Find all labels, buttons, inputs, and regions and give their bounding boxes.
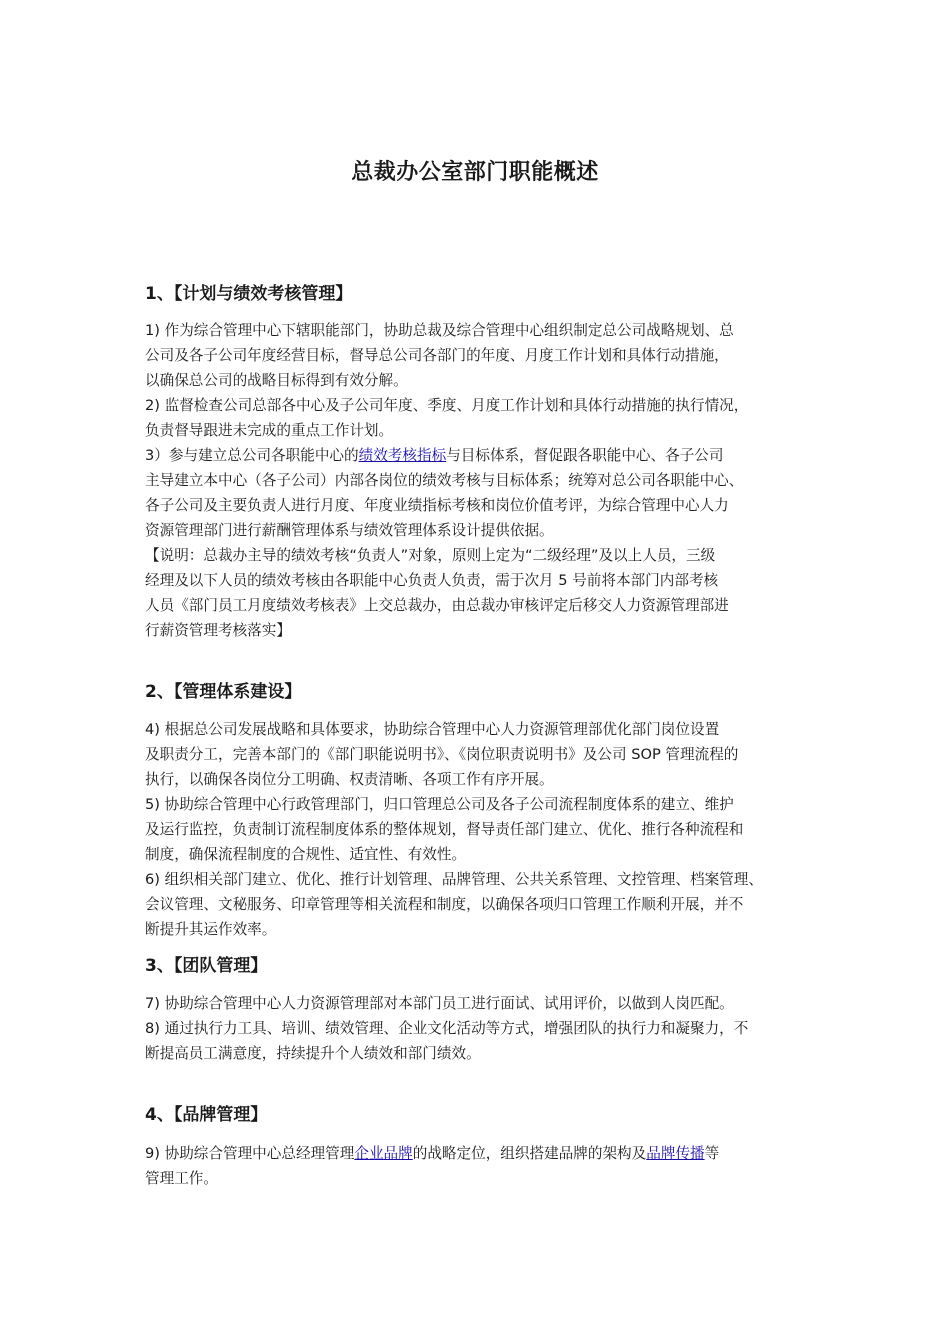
text-line: 以确保总公司的战略目标得到有效分解。: [145, 372, 408, 389]
text-line: 7) 协助综合管理中心人力资源管理部对本部门员工进行面试、试用评价，以做到人岗匹配。: [145, 995, 734, 1012]
text-segment: 9) 协助综合管理中心总经理管理: [145, 1145, 355, 1162]
paragraph-3: [145, 443, 815, 543]
paragraph-7: [145, 991, 815, 1016]
section-heading-management-system: 2、【管理体系建设】: [145, 682, 302, 702]
text-line: 资源管理部门进行薪酬管理体系与绩效管理体系设计提供依据。: [145, 522, 554, 539]
link-performance-indicators[interactable]: 绩效考核指标: [358, 447, 447, 464]
text-line: 公司及各子公司年度经营目标，督导总公司各部门的年度、月度工作计划和具体行动措施，: [145, 347, 729, 364]
text-line: [145, 1141, 815, 1166]
text-line: 1) 作为综合管理中心下辖职能部门，协助总裁及综合管理中心组织制定总公司战略规划、总: [145, 322, 734, 339]
text-line: 及职责分工，完善本部门的《部门职能说明书》、《岗位职责说明书》及公司 SOP 管理流程的: [145, 746, 739, 763]
paragraph-6: [145, 867, 815, 942]
text-line: 5) 协助综合管理中心行政管理部门，归口管理总公司及各子公司流程制度体系的建立、维护: [145, 796, 734, 813]
text-line: 会议管理、文秘服务、印章管理等相关流程和制度，以确保各项归口管理工作顺利开展，并不: [145, 896, 744, 913]
section-heading-team: 3、【团队管理】: [145, 956, 268, 976]
paragraph-8: [145, 1016, 815, 1066]
text-line: 执行，以确保各岗位分工明确、权责清晰、各项工作有序开展。: [145, 771, 554, 788]
section-heading-planning: 1、【计划与绩效考核管理】: [145, 284, 353, 304]
text-line: 各子公司及主要负责人进行月度、年度业绩指标考核和岗位价值考评，为综合管理中心人力: [145, 497, 729, 514]
text-line: 断提升其运作效率。: [145, 921, 277, 938]
link-brand-communication[interactable]: 品牌传播: [646, 1145, 705, 1162]
text-line: 行薪资管理考核落实】: [145, 622, 291, 639]
text-line: 6) 组织相关部门建立、优化、推行计划管理、品牌管理、公共关系管理、文控管理、档案管理、: [145, 871, 763, 888]
paragraph-5: [145, 792, 815, 867]
paragraph-1: [145, 318, 815, 393]
text-line: 4) 根据总公司发展战略和具体要求，协助综合管理中心人力资源管理部优化部门岗位设置: [145, 721, 720, 738]
paragraph-note: [145, 543, 815, 643]
text-line: 【说明：总裁办主导的绩效考核“负责人”对象，原则上定为“二级经理”及以上人员，三级: [145, 547, 716, 564]
text-segment: 等: [704, 1145, 720, 1162]
text-line: 制度，确保流程制度的合规性、适宜性、有效性。: [145, 846, 467, 863]
paragraph-9: [145, 1141, 815, 1191]
text-line: [145, 443, 815, 468]
document-title: 总裁办公室部门职能概述: [351, 160, 599, 185]
text-segment: 的战略定位，组织搭建品牌的架构及: [412, 1145, 647, 1162]
text-line: 断提高员工满意度，持续提升个人绩效和部门绩效。: [145, 1045, 481, 1062]
text-line: 负责督导跟进未完成的重点工作计划。: [145, 422, 394, 439]
text-line: 主导建立本中心（各子公司）内部各岗位的绩效考核与目标体系；统筹对总公司各职能中心、: [145, 472, 744, 489]
link-corporate-brand[interactable]: 企业品牌: [354, 1145, 413, 1162]
text-line: 及运行监控，负责制订流程制度体系的整体规划，督导责任部门建立、优化、推行各种流程和: [145, 821, 744, 838]
text-segment: 3）参与建立总公司各职能中心的: [145, 447, 359, 464]
section-heading-brand: 4、【品牌管理】: [145, 1105, 268, 1125]
paragraph-4: [145, 717, 815, 792]
text-line: 8) 通过执行力工具、培训、绩效管理、企业文化活动等方式，增强团队的执行力和凝聚力，不: [145, 1020, 749, 1037]
paragraph-2: [145, 393, 815, 443]
text-segment: 与目标体系，督促跟各职能中心、各子公司: [446, 447, 724, 464]
text-line: 2) 监督检查公司总部各中心及子公司年度、季度、月度工作计划和具体行动措施的执行情况，: [145, 397, 749, 414]
text-line: 人员《部门员工月度绩效考核表》上交总裁办，由总裁办审核评定后移交人力资源管理部进: [145, 597, 729, 614]
text-line: 管理工作。: [145, 1170, 218, 1187]
text-line: 经理及以下人员的绩效考核由各职能中心负责人负责，需于次月 5 号前将本部门内部考核: [145, 572, 719, 589]
